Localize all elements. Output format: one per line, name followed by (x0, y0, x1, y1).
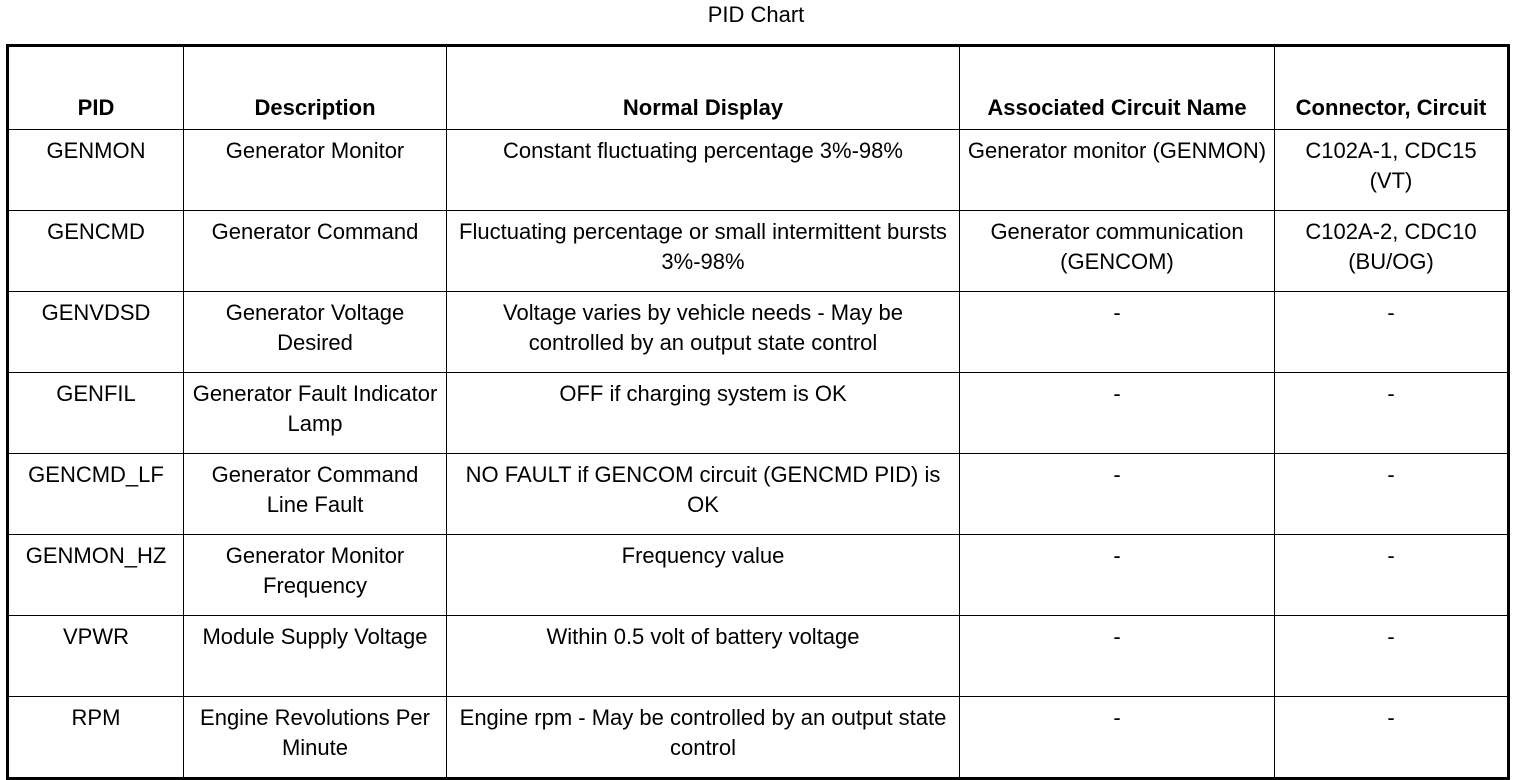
circuit-name-cell: - (960, 697, 1275, 779)
header-pid: PID (8, 46, 184, 130)
description-cell: Generator Monitor (184, 130, 447, 211)
circuit-name-cell: Generator monitor (GENMON) (960, 130, 1275, 211)
pid-table-body (8, 130, 1509, 779)
connector-cell: - (1275, 454, 1509, 535)
table-row (8, 616, 1509, 697)
header-row (8, 46, 1509, 130)
table-row (8, 130, 1509, 211)
pid-cell: GENFIL (8, 373, 184, 454)
description-cell: Generator Command (184, 211, 447, 292)
table-row (8, 292, 1509, 373)
table-row (8, 373, 1509, 454)
connector-cell: C102A-2, CDC10 (BU/OG) (1275, 211, 1509, 292)
pid-cell: GENCMD_LF (8, 454, 184, 535)
normal-display-cell: NO FAULT if GENCOM circuit (GENCMD PID) is OK (447, 454, 960, 535)
normal-display-cell: OFF if charging system is OK (447, 373, 960, 454)
connector-cell: - (1275, 292, 1509, 373)
pid-cell: VPWR (8, 616, 184, 697)
connector-cell: C102A-1, CDC15 (VT) (1275, 130, 1509, 211)
description-cell: Module Supply Voltage (184, 616, 447, 697)
pid-table-header (8, 46, 1509, 130)
connector-cell: - (1275, 697, 1509, 779)
pid-table (6, 44, 1510, 780)
circuit-name-cell: - (960, 373, 1275, 454)
pid-cell: GENMON_HZ (8, 535, 184, 616)
header-normal-display: Normal Display (447, 46, 960, 130)
header-associated-circuit-name: Associated Circuit Name (960, 46, 1275, 130)
circuit-name-cell: - (960, 292, 1275, 373)
connector-cell: - (1275, 373, 1509, 454)
pid-cell: GENMON (8, 130, 184, 211)
normal-display-cell: Fluctuating percentage or small intermittent bursts 3%-98% (447, 211, 960, 292)
circuit-name-cell: Generator communication (GENCOM) (960, 211, 1275, 292)
pid-cell: GENVDSD (8, 292, 184, 373)
document-title: PID Chart (707, 2, 805, 27)
normal-display-cell: Frequency value (447, 535, 960, 616)
header-description: Description (184, 46, 447, 130)
description-cell: Engine Revolutions Per Minute (184, 697, 447, 779)
description-cell: Generator Monitor Frequency (184, 535, 447, 616)
table-row (8, 697, 1509, 779)
description-cell: Generator Voltage Desired (184, 292, 447, 373)
normal-display-cell: Voltage varies by vehicle needs - May be controlled by an output state control (447, 292, 960, 373)
normal-display-cell: Within 0.5 volt of battery voltage (447, 616, 960, 697)
description-cell: Generator Command Line Fault (184, 454, 447, 535)
header-connector-circuit: Connector, Circuit (1275, 46, 1509, 130)
normal-display-cell: Constant fluctuating percentage 3%-98% (447, 130, 960, 211)
table-row (8, 211, 1509, 292)
circuit-name-cell: - (960, 616, 1275, 697)
pid-cell: GENCMD (8, 211, 184, 292)
normal-display-cell: Engine rpm - May be controlled by an output state control (447, 697, 960, 779)
table-row (8, 535, 1509, 616)
circuit-name-cell: - (960, 454, 1275, 535)
description-cell: Generator Fault Indicator Lamp (184, 373, 447, 454)
connector-cell: - (1275, 535, 1509, 616)
table-row (8, 454, 1509, 535)
connector-cell: - (1275, 616, 1509, 697)
pid-cell: RPM (8, 697, 184, 779)
circuit-name-cell: - (960, 535, 1275, 616)
